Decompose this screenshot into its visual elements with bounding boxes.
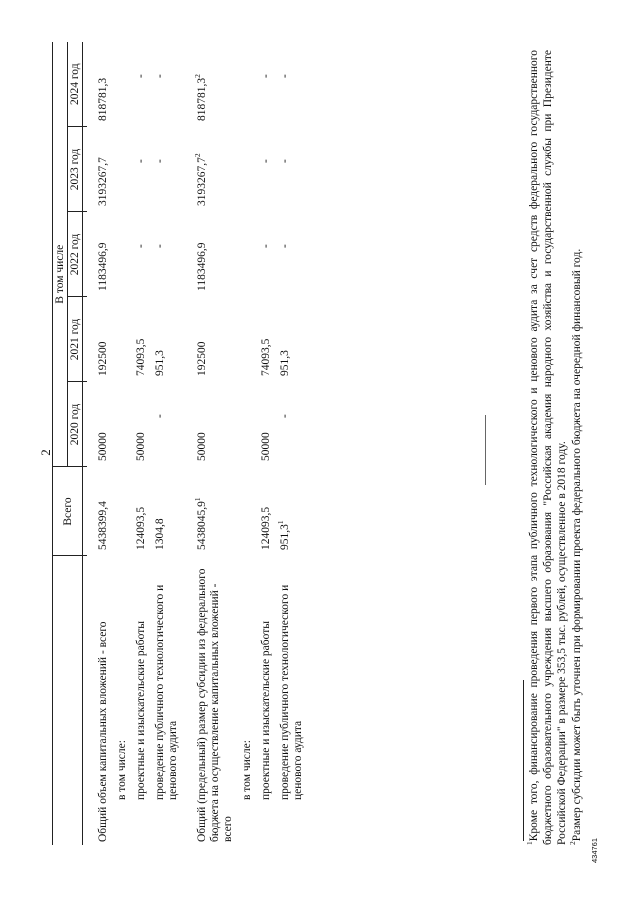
row-total: 5438045,9$^1$	[193, 497, 208, 550]
row-year-value	[238, 127, 257, 212]
table-row	[276, 42, 308, 845]
capital-investment-table	[52, 42, 308, 845]
row-year-value	[113, 212, 132, 297]
row-year-value	[238, 212, 257, 297]
row-year-value	[113, 382, 132, 467]
row-year-value	[238, 42, 257, 127]
page-number: 2	[38, 449, 53, 456]
row-label: проведение публичного технологического и ценового аудита	[154, 584, 179, 800]
row-label: в том числе:	[241, 740, 253, 800]
row-year-value: 3193267,7$^2$	[193, 153, 208, 206]
row-year-value: 50000	[260, 432, 272, 461]
row-year-value: 951,3	[154, 350, 166, 376]
year-header: 2022 год	[68, 212, 83, 297]
footnotes	[527, 50, 584, 845]
row-total: 1304,8	[154, 518, 166, 550]
table-row	[257, 42, 276, 845]
row-year-value: 50000	[135, 432, 147, 461]
year-header: 2023 год	[68, 127, 83, 212]
row-year-value: -	[279, 244, 291, 248]
row-label: проведение публичного технологического и ценового аудита	[279, 584, 304, 800]
group-column-header: В том числе	[53, 42, 68, 467]
row-label: проектные и изыскательские работы	[135, 621, 147, 800]
row-year-value	[113, 127, 132, 212]
row-year-value: -	[279, 159, 291, 163]
row-year-value: -	[135, 244, 147, 248]
table-row	[183, 42, 238, 845]
total-column-header: Всего	[53, 467, 83, 556]
table-row	[238, 42, 257, 845]
row-year-value	[238, 297, 257, 382]
row-total	[238, 467, 257, 556]
row-year-value: -	[279, 74, 291, 78]
row-year-value: -	[135, 159, 147, 163]
row-label: в том числе:	[116, 740, 128, 800]
row-label: Общий (предельный) размер субсидии из федерального бюджета на осуществление капитальных вложений - всего	[196, 568, 234, 842]
table-row	[113, 42, 132, 845]
row-year-value: 192500	[97, 341, 109, 376]
row-year-value: -	[135, 74, 147, 78]
row-year-value: 1183496,9	[196, 242, 208, 291]
row-label: проектные и изыскательские работы	[260, 621, 272, 800]
row-year-value: 192500	[196, 341, 208, 376]
row-year-value: -	[260, 159, 272, 163]
table-body	[87, 42, 308, 845]
row-year-value: 3193267,7	[97, 157, 109, 206]
row-year-value	[113, 297, 132, 382]
row-total: 951,3$^1$	[276, 520, 291, 550]
row-year-value: 50000	[196, 432, 208, 461]
row-year-value	[113, 42, 132, 127]
center-divider	[485, 415, 486, 485]
row-label: Общий объем капитальных вложений - всего	[97, 621, 109, 842]
year-header: 2020 год	[68, 382, 83, 467]
row-year-value: -	[154, 159, 166, 163]
row-year-value: 818781,3$^2$	[193, 74, 208, 121]
row-total: 124093,5	[260, 506, 272, 550]
table-row	[87, 42, 113, 845]
row-year-value: -	[154, 74, 166, 78]
footnote-1: $^1$Кроме того, финансирование проведения первого этапа публичного технологического и ценового аудита за счет средств федерального государственного бюджетного образовательного учреждения высшего образования "Российская академия народного хозяйства и государственной службы при Президенте Российской Федерации" в размере 353,5 тыс. рублей, осуществленное в 2018 году.	[525, 50, 569, 845]
table-row	[132, 42, 151, 845]
row-total	[113, 467, 132, 556]
row-year-value: 1183496,9	[97, 242, 109, 291]
footnote-2: $^2$Размер субсидии может быть уточнен при формировании проекта федерального бюджета на очередной финансовый год.	[567, 248, 583, 845]
row-year-value: 951,3	[279, 350, 291, 376]
row-year-value: -	[260, 244, 272, 248]
row-year-value: 818781,3	[97, 77, 109, 121]
row-total: 124093,5	[135, 506, 147, 550]
row-year-value	[238, 382, 257, 467]
row-year-value: -	[154, 414, 166, 418]
row-year-value: -	[260, 74, 272, 78]
row-total: 5438399,4	[97, 501, 109, 550]
table-row	[151, 42, 183, 845]
document-id: 434761	[590, 837, 599, 863]
row-year-value: 74093,5	[135, 338, 147, 376]
year-header: 2021 год	[68, 297, 83, 382]
row-year-value: 50000	[97, 432, 109, 461]
label-column-header	[53, 556, 83, 845]
row-year-value: 74093,5	[260, 338, 272, 376]
year-header: 2024 год	[68, 42, 83, 127]
row-year-value: -	[279, 414, 291, 418]
row-year-value: -	[154, 244, 166, 248]
footnote-separator	[523, 680, 524, 841]
